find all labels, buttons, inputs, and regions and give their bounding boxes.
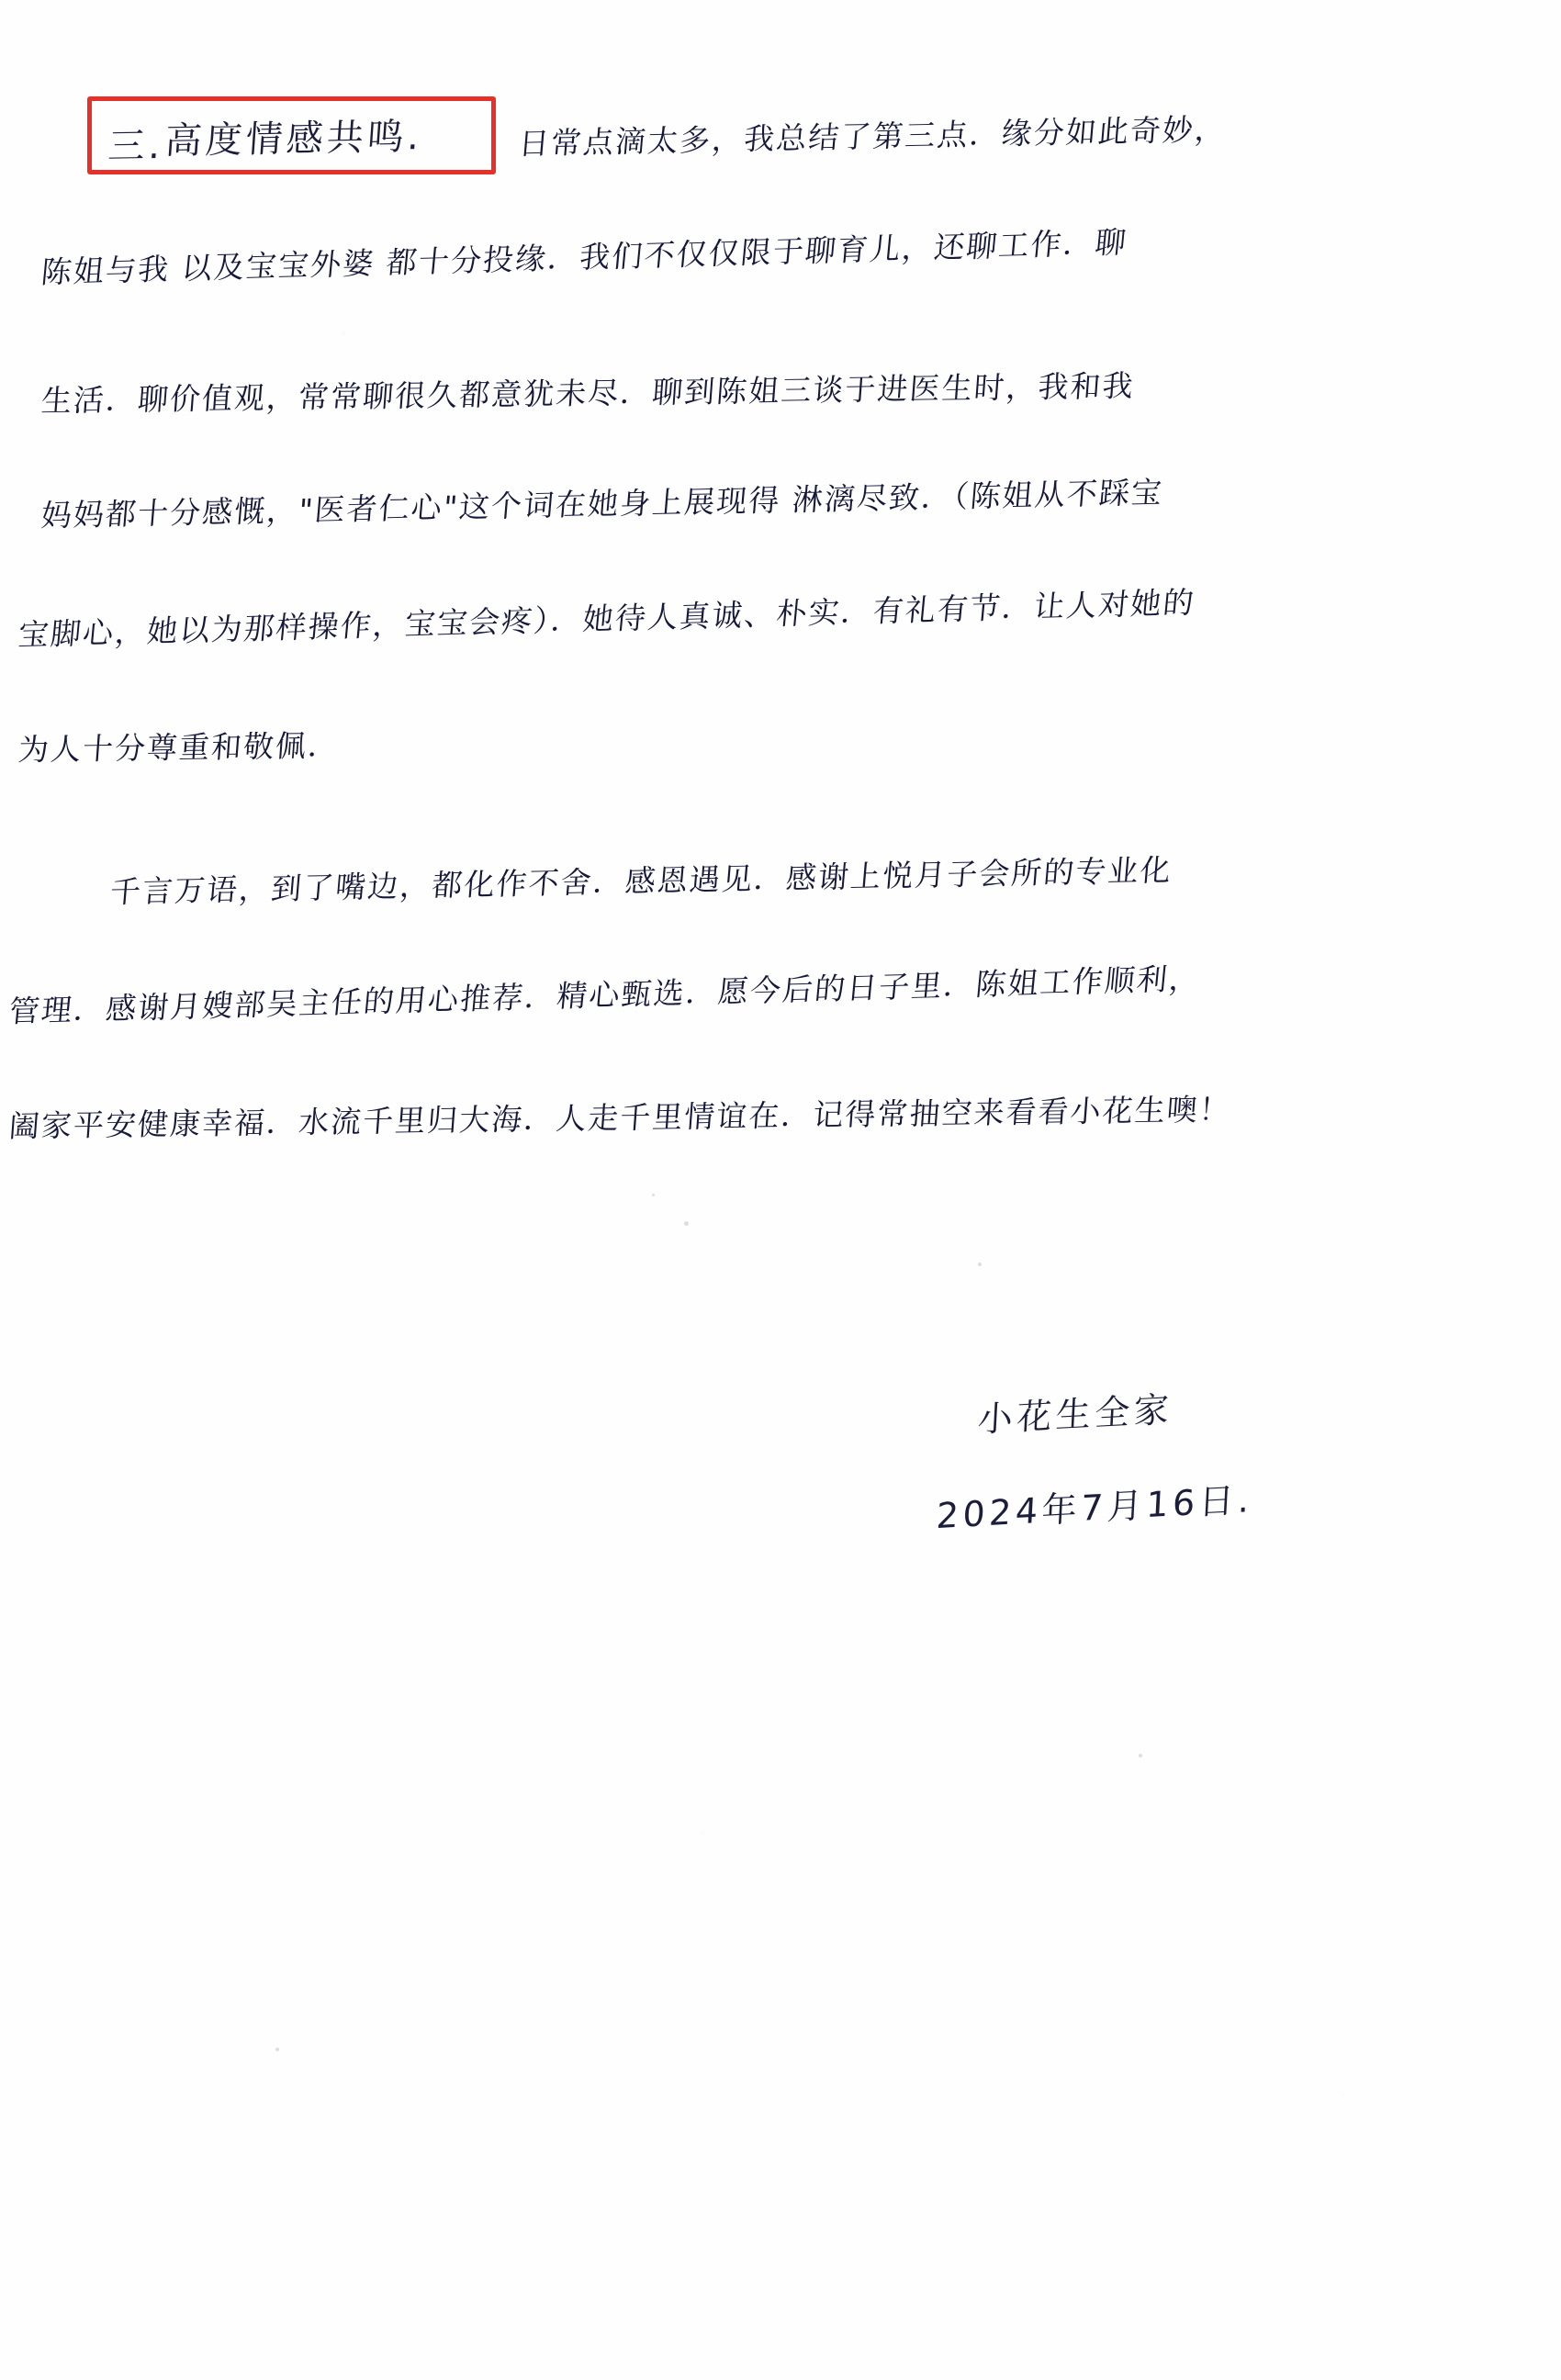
letter-line: 千言万语，到了嘴边，都化作不舍．感恩遇见．感谢上悦月子会所的专业化 (108, 851, 1174, 910)
paper-speck (652, 1194, 655, 1196)
section-heading-text: 高度情感共鸣. (163, 116, 425, 163)
section-heading-number: 三. (107, 124, 166, 169)
letter-line: 阖家平安健康幸福．水流千里归大海．人走千里情谊在．记得常抽空来看看小花生噢！ (7, 1091, 1233, 1144)
letter-line: 陈姐与我 以及宝宝外婆 都十分投缘．我们不仅仅限于聊育儿，还聊工作．聊 (39, 224, 1129, 290)
letter-line: 为人十分尊重和敬佩． (17, 727, 342, 768)
letter-line: 宝脚心，她以为那样操作，宝宝会疼）．她待人真诚、朴实．有礼有节．让人对她的 (17, 584, 1197, 653)
letter-line: 生活．聊价值观，常常聊很久都意犹未尽．聊到陈姐三谈于进医生时，我和我 (39, 367, 1137, 419)
paper-speck (275, 2048, 279, 2051)
signature-name: 小花生全家 (976, 1388, 1174, 1441)
paper-speck (978, 1263, 982, 1266)
signature-date: 2024年7月16日. (935, 1478, 1254, 1537)
letter-line: 妈妈都十分感慨，"医者仁心"这个词在她身上展现得 淋漓尽致．（陈姐从不踩宝 (39, 474, 1165, 533)
paper-speck (1139, 1754, 1142, 1757)
paper-speck (684, 1221, 689, 1226)
letter-line: 管理．感谢月嫂部吴主任的用心推荐．精心甄选．愿今后的日子里．陈姐工作顺利， (7, 960, 1204, 1029)
letter-line: 日常点滴太多，我总结了第三点．缘分如此奇妙， (517, 110, 1229, 162)
